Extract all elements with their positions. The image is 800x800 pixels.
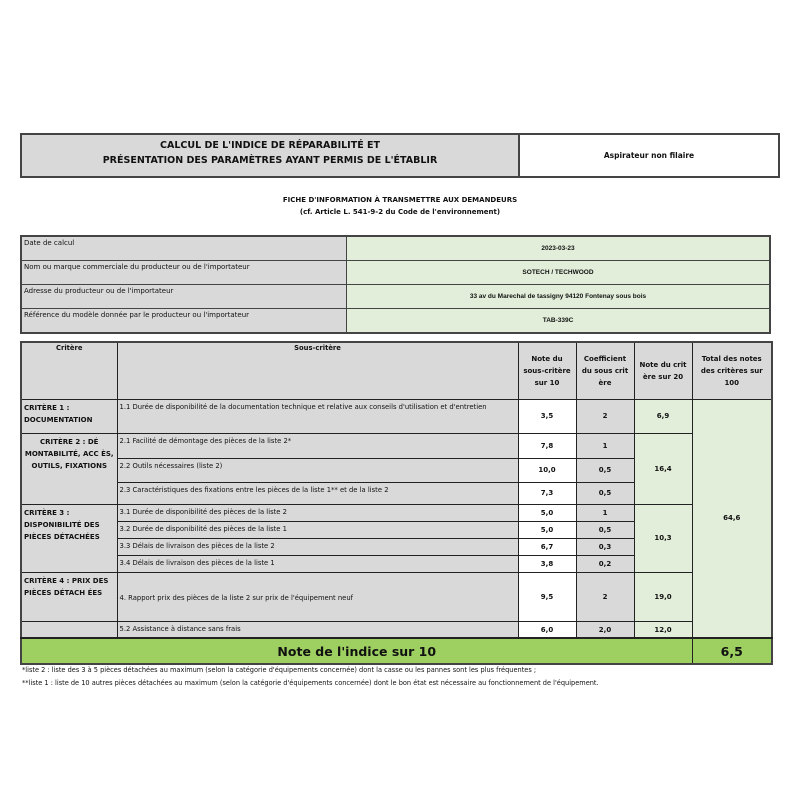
coef-3-1: 1 xyxy=(576,504,634,521)
coef-5-2: 2,0 xyxy=(576,621,634,638)
info-row xyxy=(21,309,770,334)
title-line-2: PRÉSENTATION DES PARAMÈTRES AYANT PERMIS DE L'ÉTABLIR xyxy=(102,154,438,166)
final-row xyxy=(21,638,772,664)
note-2-1: 7,8 xyxy=(518,433,576,458)
criterion-5-score: 12,0 xyxy=(634,621,692,638)
coef-1-1: 2 xyxy=(576,399,634,433)
footnote-liste-2: *liste 2 : liste des 3 à 5 pièces détachées au maximum (selon la catégorie d'équipements concernée) dont la casse ou les pannes sont les plus fréquentes ; xyxy=(22,666,537,674)
note-3-3: 6,7 xyxy=(518,538,576,555)
subcriterion-3-2: 3.2 Durée de disponibilité des pièces de la liste 1 xyxy=(117,521,518,538)
criteria-table xyxy=(20,341,773,665)
subcriterion-4: 4. Rapport prix des pièces de la liste 2 sur prix de l'équipement neuf xyxy=(117,572,518,621)
info-row xyxy=(21,236,770,261)
header-note-critere: Note du crit ère sur 20 xyxy=(634,342,692,399)
final-score-value: 6,5 xyxy=(692,638,772,664)
note-1-1: 3,5 xyxy=(518,399,576,433)
total-score: 64,6 xyxy=(692,399,772,638)
header-note-sous-critere: Note du sous-critère sur 10 xyxy=(518,342,576,399)
table-row xyxy=(21,399,772,433)
criterion-4-label: CRITÈRE 4 : PRIX DES PIÈCES DÉTACH ÉES xyxy=(21,572,117,621)
coef-2-2: 0,5 xyxy=(576,458,634,482)
info-value-reference: TAB-339C xyxy=(347,309,771,334)
table-row xyxy=(21,621,772,638)
table-row xyxy=(21,433,772,458)
coef-2-1: 1 xyxy=(576,433,634,458)
header-sous-critere: Sous-critère xyxy=(117,342,518,399)
note-2-2: 10,0 xyxy=(518,458,576,482)
header-critere: Critère xyxy=(21,342,117,399)
criterion-1-score: 6,9 xyxy=(634,399,692,433)
header-total: Total des notes des critères sur 100 xyxy=(692,342,772,399)
header-row xyxy=(21,342,772,399)
subcriterion-3-3: 3.3 Délais de livraison des pièces de la liste 2 xyxy=(117,538,518,555)
subtitle-line-2: (cf. Article L. 541-9-2 du Code de l'environnement) xyxy=(299,208,501,216)
info-label-brand: Nom ou marque commerciale du producteur ou de l'importateur xyxy=(21,261,347,285)
note-4: 9,5 xyxy=(518,572,576,621)
criterion-5-label xyxy=(21,621,117,638)
subcriterion-2-1: 2.1 Facilité de démontage des pièces de la liste 2* xyxy=(117,433,518,458)
info-value-address: 33 av du Marechal de tassigny 94120 Fontenay sous bois xyxy=(347,285,771,309)
subcriterion-5-2: 5.2 Assistance à distance sans frais xyxy=(117,621,518,638)
subtitle-line-1: FICHE D'INFORMATION À TRANSMETTRE AUX DEMANDEURS xyxy=(282,196,518,204)
document-title xyxy=(22,135,520,176)
header-coefficient: Coefficient du sous crit ère xyxy=(576,342,634,399)
coef-3-2: 0,5 xyxy=(576,521,634,538)
criterion-3-label: CRITÈRE 3 : DISPONIBILITÉ DES PIÈCES DÉTACHÉES xyxy=(21,504,117,572)
info-row xyxy=(21,285,770,309)
footnote-liste-1: **liste 1 : liste de 10 autres pièces détachées au maximum (selon la catégorie d'équipements concernée) dont le bon état est nécessaire au fonctionnement de l'équipement. xyxy=(22,679,599,687)
note-3-2: 5,0 xyxy=(518,521,576,538)
note-3-1: 5,0 xyxy=(518,504,576,521)
info-label-address: Adresse du producteur ou de l'importateur xyxy=(21,285,347,309)
info-row xyxy=(21,261,770,285)
product-type: Aspirateur non filaire xyxy=(520,135,778,176)
criterion-2-label: CRITÈRE 2 : DÉ MONTABILITÉ, ACC ÈS, OUTILS, FIXATIONS xyxy=(21,433,117,504)
criterion-2-score: 16,4 xyxy=(634,433,692,504)
criterion-3-score: 10,3 xyxy=(634,504,692,572)
info-label-reference: Référence du modèle donnée par le producteur ou l'importateur xyxy=(21,309,347,334)
final-score-label: Note de l'indice sur 10 xyxy=(21,638,692,664)
title-box xyxy=(20,133,780,178)
subtitle xyxy=(0,194,800,218)
subcriterion-3-1: 3.1 Durée de disponibilité des pièces de la liste 2 xyxy=(117,504,518,521)
coef-3-4: 0,2 xyxy=(576,555,634,572)
criterion-4-score: 19,0 xyxy=(634,572,692,621)
table-row xyxy=(21,504,772,521)
note-3-4: 3,8 xyxy=(518,555,576,572)
info-value-date: 2023-03-23 xyxy=(347,236,771,261)
note-2-3: 7,3 xyxy=(518,482,576,504)
info-table xyxy=(20,235,771,334)
title-line-1: CALCUL DE L'INDICE DE RÉPARABILITÉ ET xyxy=(160,139,380,151)
subcriterion-2-2: 2.2 Outils nécessaires (liste 2) xyxy=(117,458,518,482)
info-value-brand: SOTECH / TECHWOOD xyxy=(347,261,771,285)
coef-3-3: 0,3 xyxy=(576,538,634,555)
coef-2-3: 0,5 xyxy=(576,482,634,504)
coef-4: 2 xyxy=(576,572,634,621)
subcriterion-1-1: 1.1 Durée de disponibilité de la documentation technique et relative aux conseils d'utilisation et d'entretien xyxy=(117,399,518,433)
subcriterion-3-4: 3.4 Délais de livraison des pièces de la liste 1 xyxy=(117,555,518,572)
criterion-1-label: CRITÈRE 1 : DOCUMENTATION xyxy=(21,399,117,433)
table-row xyxy=(21,572,772,621)
subcriterion-2-3: 2.3 Caractéristiques des fixations entre les pièces de la liste 1** et de la liste 2 xyxy=(117,482,518,504)
info-label-date: Date de calcul xyxy=(21,236,347,261)
note-5-2: 6,0 xyxy=(518,621,576,638)
